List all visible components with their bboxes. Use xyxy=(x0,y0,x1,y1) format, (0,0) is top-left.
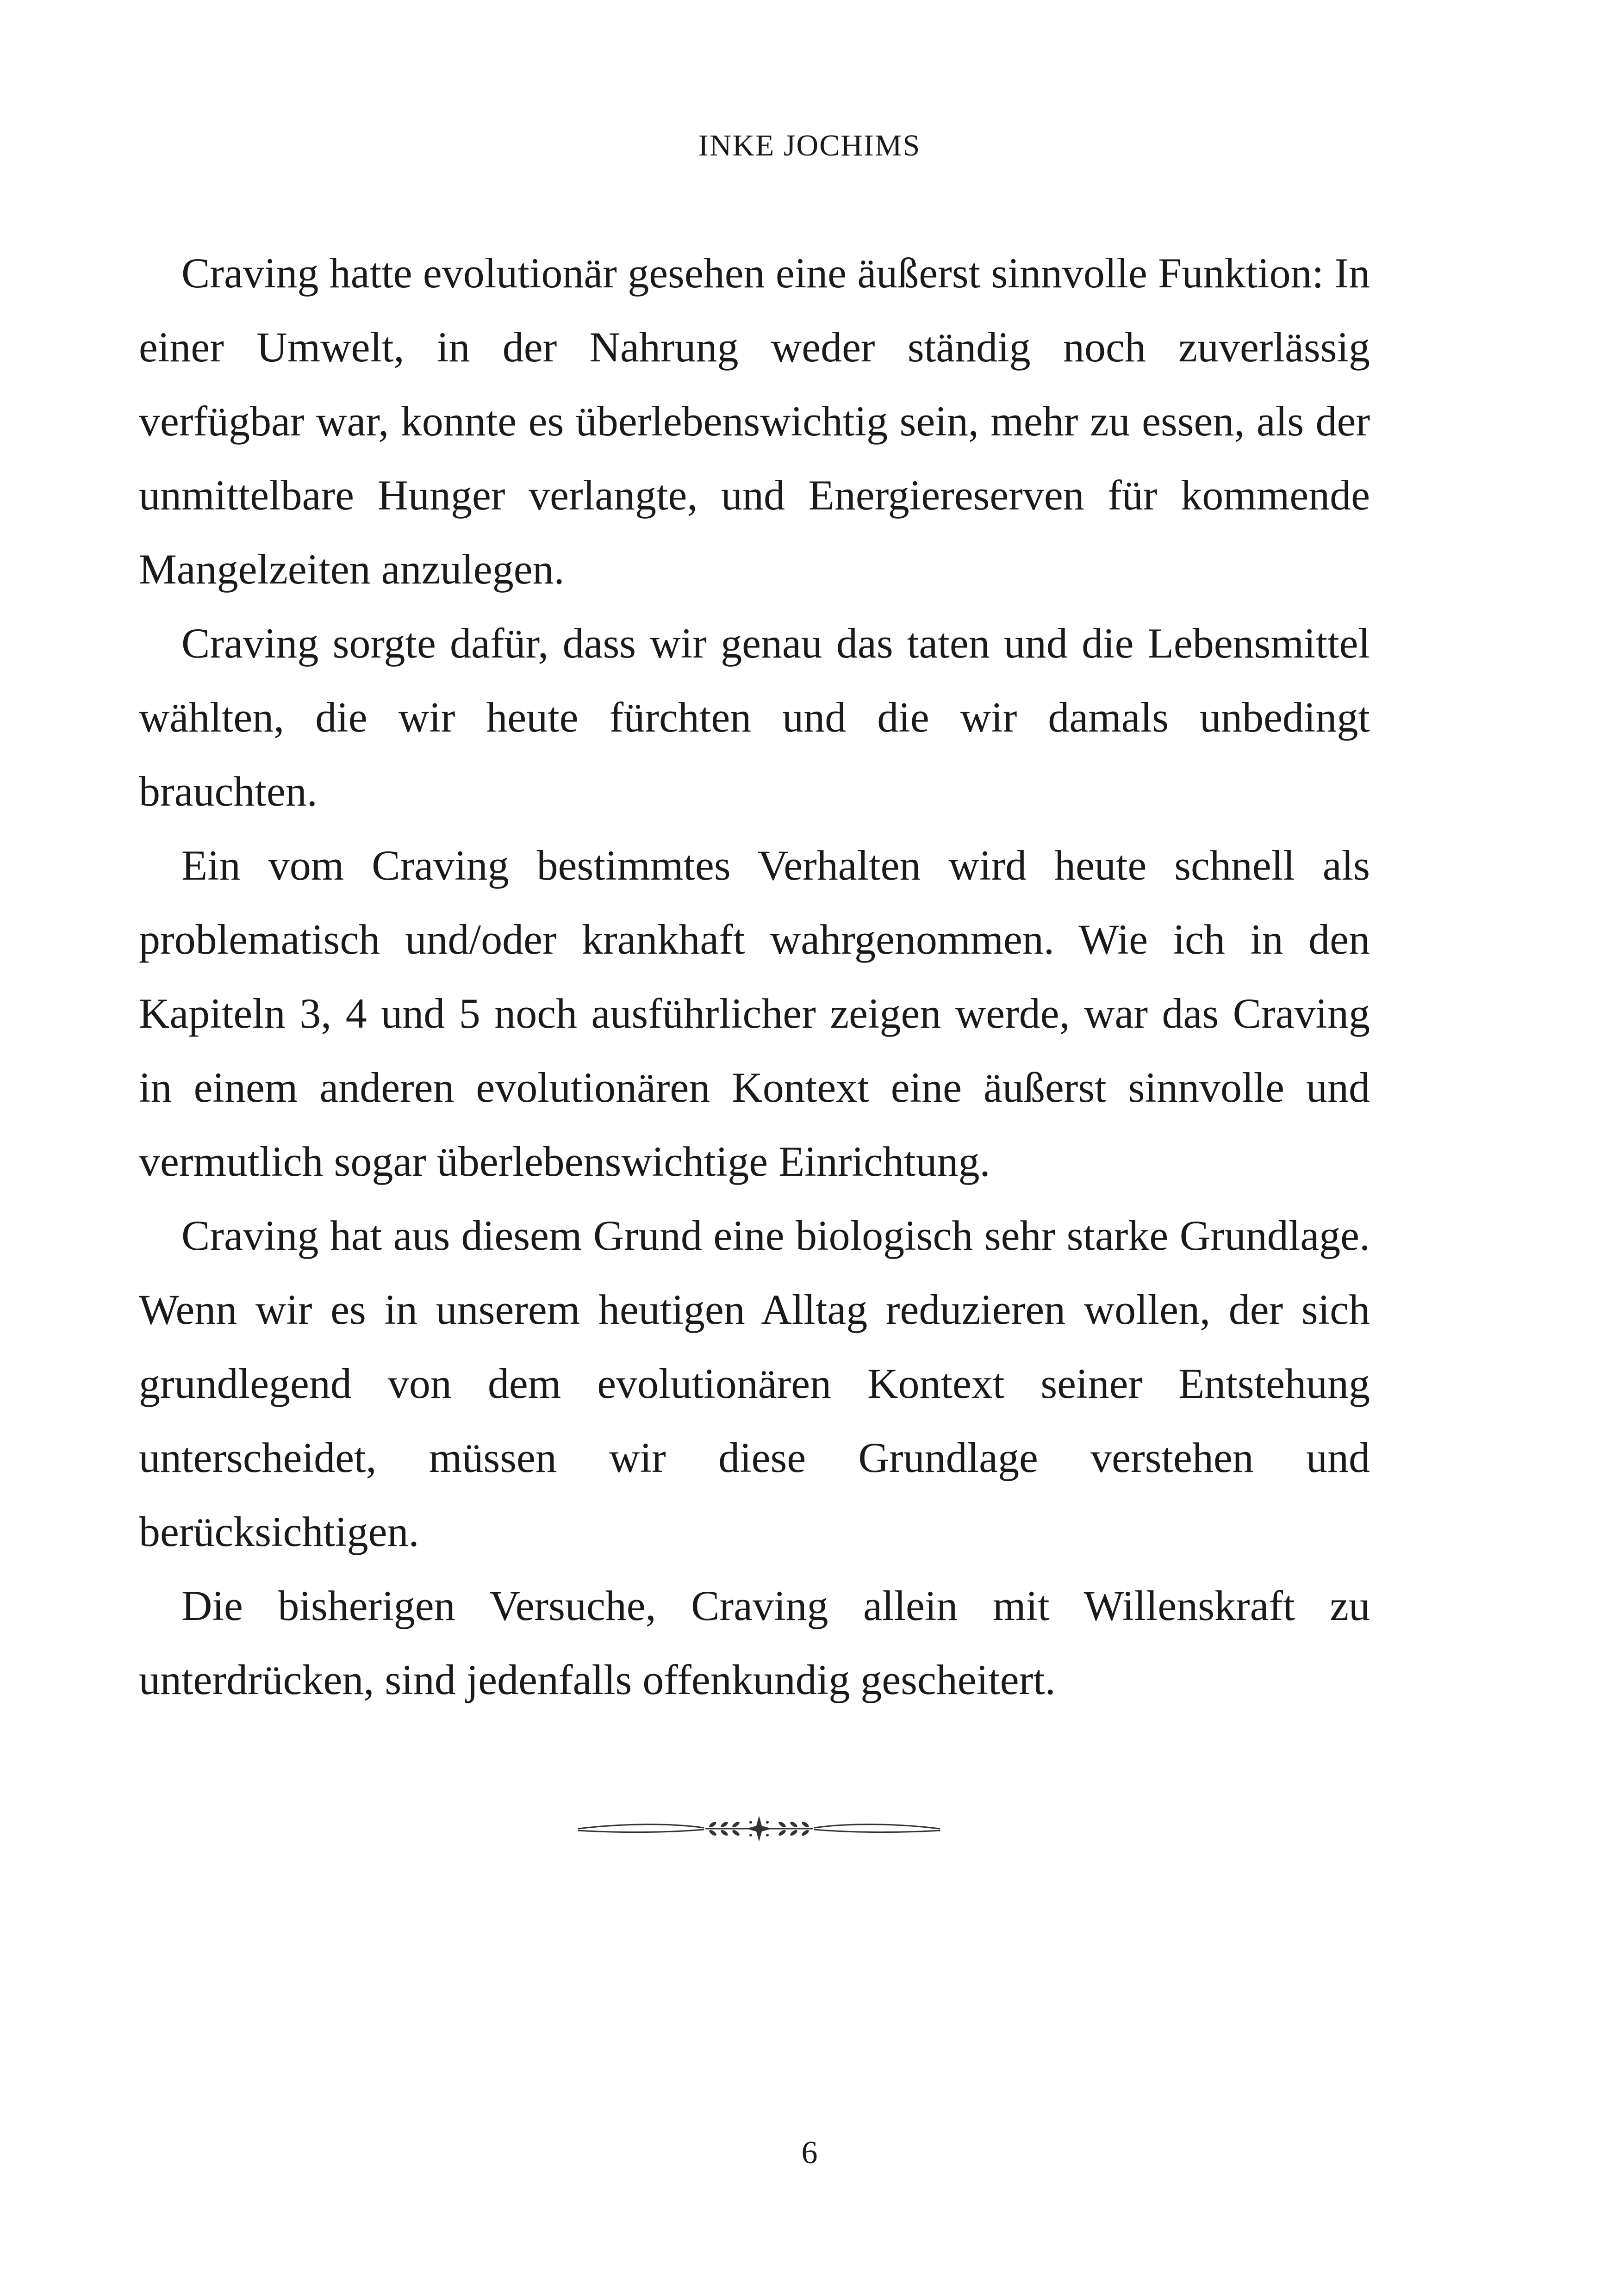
floral-divider-icon xyxy=(569,1809,949,1848)
paragraph: Craving hat aus diesem Grund eine biologisch sehr starke Grundlage. Wenn wir es in unserem heutigen Alltag reduzieren wollen, der sich grundlegend von dem evolutionären Kontext seiner Entstehung unterscheidet, müssen wir diese Grundlage verstehen und berücksichtigen. xyxy=(139,1212,1370,1555)
page-number: 6 xyxy=(801,2135,818,2171)
body-text xyxy=(139,236,1370,1717)
paragraph: Die bisherigen Versuche, Craving allein mit Willenskraft zu unterdrücken, sind jedenfalls offenkundig gescheitert. xyxy=(139,1582,1370,1703)
paragraph: Craving sorgte dafür, dass wir genau das taten und die Lebensmittel wählten, die wir heute fürchten und die wir damals unbedingt brauchten. xyxy=(139,620,1370,815)
paragraph: Ein vom Craving bestimmtes Verhalten wird heute schnell als problematisch und/oder krankhaft wahrgenommen. Wie ich in den Kapiteln 3, 4 und 5 noch ausführlicher zeigen werde, war das Craving in einem anderen evolutionären Kontext eine äußerst sinnvolle und vermutlich sogar überlebenswichtige Einrichtung. xyxy=(139,842,1370,1185)
running-header: INKE JOCHIMS xyxy=(698,129,921,162)
paragraph: Craving hatte evolutionär gesehen eine äußerst sinnvolle Funktion: In einer Umwelt, in der Nahrung weder ständig noch zuverlässig verfügbar war, konnte es überlebenswichtig sein, mehr zu essen, als der unmittelbare Hunger verlangte, und Energiereserven für kommende Mangelzeiten anzulegen. xyxy=(139,249,1370,593)
